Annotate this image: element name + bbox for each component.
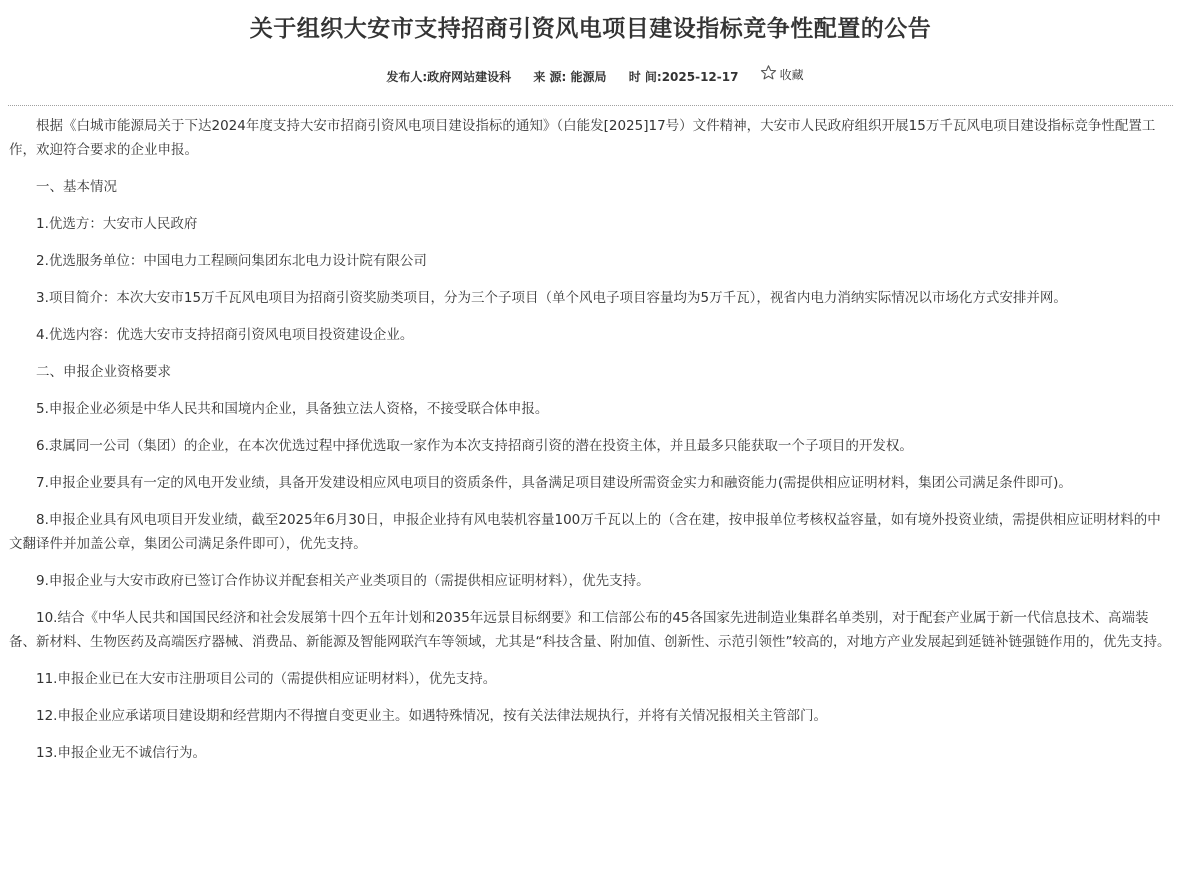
title-divider [8, 105, 1173, 106]
publisher-label: 发布人: [386, 70, 428, 84]
publisher-value: 政府网站建设科 [427, 70, 512, 84]
article-title: 关于组织大安市支持招商引资风电项目建设指标竞争性配置的公告 [249, 16, 932, 42]
source-info [533, 70, 606, 84]
star-icon [760, 64, 780, 84]
paragraph-item-7: 7.申报企业要具有一定的风电开发业绩，具备开发建设相应风电项目的资质条件，具备满足项目建设所需资金实力和融资能力(需提供相应证明材料，集团公司满足条件即可)。 [36, 475, 1072, 491]
time-info [629, 70, 739, 84]
paragraph-item-5: 5.申报企业必须是中华人民共和国境内企业，具备独立法人资格，不接受联合体申报。 [36, 401, 549, 417]
paragraph-item-11: 11.申报企业已在大安市注册项目公司的（需提供相应证明材料），优先支持。 [36, 671, 497, 687]
time-value: 2025-12-17 [661, 70, 739, 84]
paragraph-item-6: 6.隶属同一公司（集团）的企业，在本次优选过程中择优选取一家作为本次支持招商引资的潜在投资主体，并且最多只能获取一个子项目的开发权。 [36, 438, 913, 454]
favorite-button[interactable] [760, 64, 804, 84]
paragraph-item-4: 4.优选内容：优选大安市支持招商引资风电项目投资建设企业。 [36, 327, 414, 343]
source-label: 来 源: [533, 70, 567, 84]
favorite-label: 收藏 [779, 67, 804, 82]
paragraph-item-12: 12.申报企业应承诺项目建设期和经营期内不得擅自变更业主。如遇特殊情况，按有关法律法规执行，并将有关情况报相关主管部门。 [36, 708, 827, 724]
paragraph-item-3: 3.项目简介：本次大安市15万千瓦风电项目为招商引资奖励类项目，分为三个子项目（单个风电子项目容量均为5万千瓦），视省内电力消纳实际情况以市场化方式安排并网。 [36, 290, 1067, 306]
paragraph-item-13: 13.申报企业无不诚信行为。 [36, 745, 206, 761]
time-label: 时 间: [628, 70, 662, 84]
paragraph-intro: 根据《白城市能源局关于下达2024年度支持大安市招商引资风电项目建设指标的通知》（白能发[2025]17号）文件精神，大安市人民政府组织开展15万千瓦风电项目建设指标竞争性配置工作，欢迎符合要求的企业申报。 [9, 118, 1156, 158]
paragraph-item-2: 2.优选服务单位：中国电力工程顾问集团东北电力设计院有限公司 [36, 253, 427, 269]
section-heading-requirements: 二、申报企业资格要求 [36, 364, 171, 380]
paragraph-item-8: 8.申报企业具有风电项目开发业绩，截至2025年6月30日，申报企业持有风电装机容量100万千瓦以上的（含在建，按申报单位考核权益容量，如有境外投资业绩，需提供相应证明材料的中文翻译件并加盖公章，集团公司满足条件即可），优先支持。 [9, 512, 1161, 552]
article-body [9, 114, 1172, 778]
paragraph-item-10: 10.结合《中华人民共和国国民经济和社会发展第十四个五年计划和2035年远景目标纲要》和工信部公布的45各国家先进制造业集群名单类别，对于配套产业属于新一代信息技术、高端装备、新材料、生物医药及高端医疗器械、消费品、新能源及智能网联汽车等领域，尤其是“科技含量、附加值、创新性、示范引领性”较高的，对地方产业发展起到延链补链强链作用的，优先支持。 [9, 610, 1171, 650]
article-meta [0, 64, 1181, 85]
section-heading-basic: 一、基本情况 [36, 179, 117, 195]
publisher-info [386, 70, 511, 84]
paragraph-item-1: 1.优选方：大安市人民政府 [36, 216, 198, 232]
paragraph-item-9: 9.申报企业与大安市政府已签订合作协议并配套相关产业类项目的（需提供相应证明材料），优先支持。 [36, 573, 650, 589]
source-value: 能源局 [570, 70, 607, 84]
